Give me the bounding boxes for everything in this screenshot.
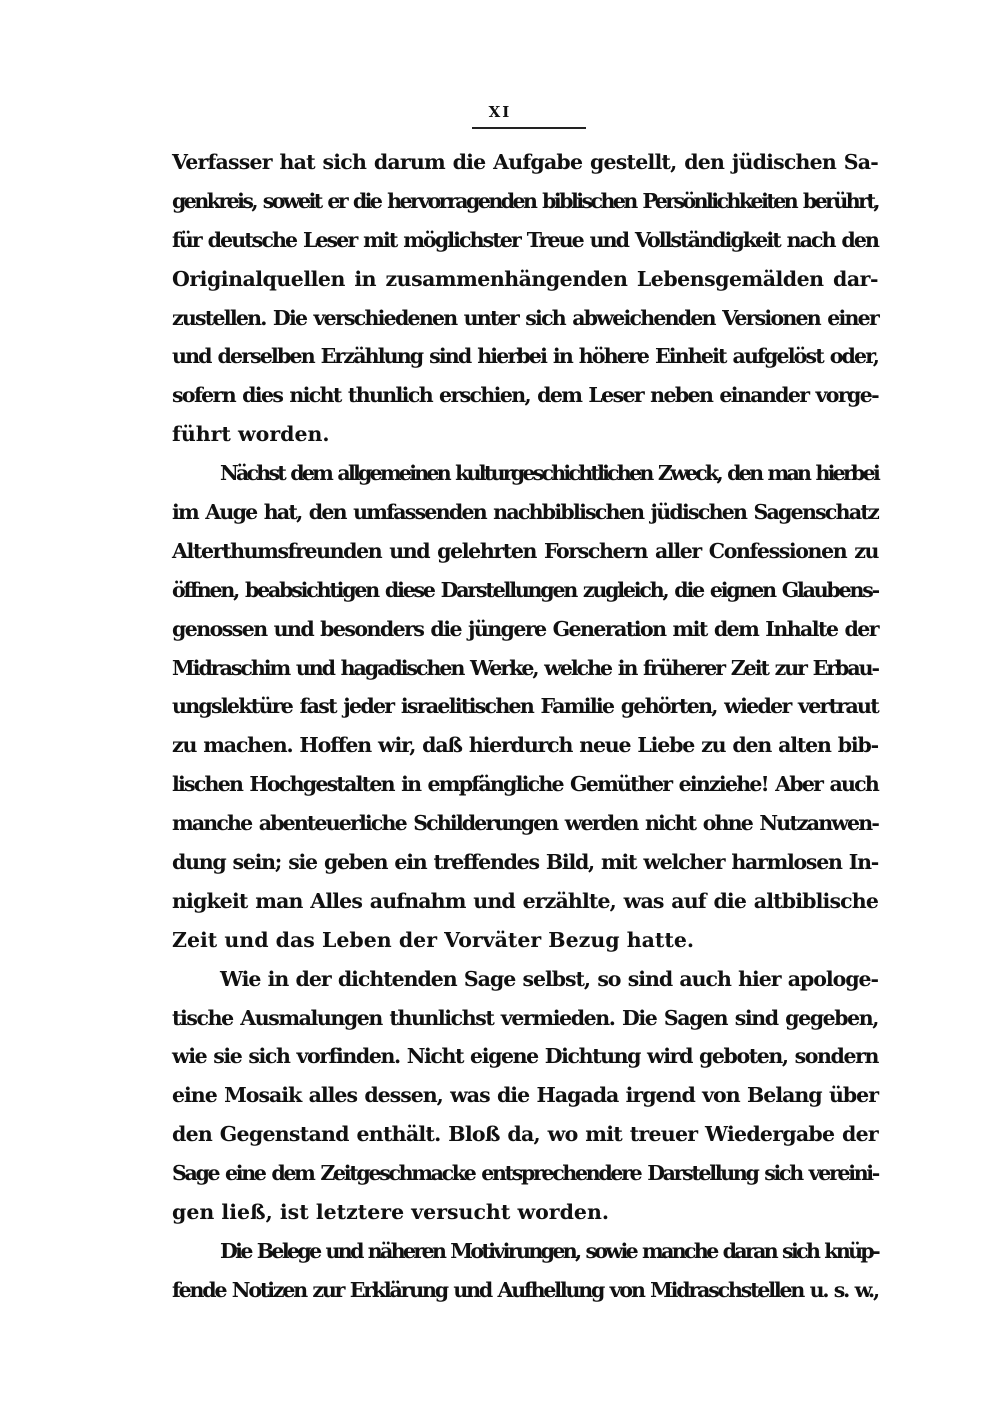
page-number: XI (488, 103, 512, 121)
text-line: dung sein; sie geben ein treffendes Bild, mit welcher harmlosen In- (172, 850, 878, 875)
text-line: fende Notizen zur Erklärung und Aufhellung von Midraschstellen u. s. w., (172, 1277, 878, 1302)
text-line: im Auge hat, den umfassenden nachbiblischen jüdischen Sagenschatz (172, 500, 878, 525)
text-line: ungslektüre fast jeder israelitischen Familie gehörten, wieder vertraut (172, 694, 878, 719)
text-line: für deutsche Leser mit möglichster Treue und Vollständigkeit nach den (172, 227, 878, 252)
text-line: tische Ausmalungen thunlichst vermieden. Die Sagen sind gegeben, (172, 1005, 878, 1030)
text-line: und derselben Erzählung sind hierbei in höhere Einheit aufgelöst oder, (172, 344, 878, 369)
paragraph-2 (172, 454, 878, 960)
text-line: Originalquellen in zusammenhängenden Lebensgemälden dar- (172, 266, 878, 291)
text-line: zustellen. Die verschiedenen unter sich abweichenden Versionen einer (172, 305, 878, 330)
text-line: gen ließ, ist letztere versucht worden. (172, 1200, 609, 1225)
body-text (172, 143, 878, 1310)
text-line: Sage eine dem Zeitgeschmacke entsprechendere Darstellung sich vereini- (172, 1161, 878, 1186)
text-line: eine Mosaik alles dessen, was die Hagada irgend von Belang über (172, 1083, 878, 1108)
text-line: nigkeit man Alles aufnahm und erzählte, was auf die altbiblische (172, 888, 878, 913)
text-line: manche abenteuerliche Schilderungen werden nicht ohne Nutzanwen- (172, 811, 878, 836)
text-line: Nächst dem allgemeinen kulturgeschichtlichen Zweck, den man hierbei (220, 461, 878, 486)
text-line: Die Belege und näheren Motivirungen, sowie manche daran sich knüp- (220, 1238, 878, 1263)
text-line: Wie in der dichtenden Sage selbst, so sind auch hier apologe- (220, 966, 878, 991)
text-line: wie sie sich vorfinden. Nicht eigene Dichtung wird geboten, sondern (172, 1044, 878, 1069)
text-line: sofern dies nicht thunlich erschien, dem Leser neben einander vorge- (172, 383, 878, 408)
text-line: lischen Hochgestalten in empfängliche Gemüther einziehe! Aber auch (172, 772, 878, 797)
text-line: Zeit und das Leben der Vorväter Bezug hatte. (172, 927, 694, 952)
text-line: genkreis, soweit er die hervorragenden biblischen Persönlichkeiten berührt, (172, 188, 878, 213)
text-line: Alterthumsfreunden und gelehrten Forschern aller Confessionen zu (172, 538, 878, 563)
paragraph-3 (172, 960, 878, 1232)
text-line: Midraschim und hagadischen Werke, welche in früherer Zeit zur Erbau- (172, 655, 878, 680)
text-line: genossen und besonders die jüngere Generation mit dem Inhalte der (172, 616, 878, 641)
text-line: Verfasser hat sich darum die Aufgabe gestellt, den jüdischen Sa- (172, 150, 878, 174)
paragraph-1 (172, 143, 878, 454)
text-line: den Gegenstand enthält. Bloß da, wo mit treuer Wiedergabe der (172, 1122, 878, 1147)
text-line: zu machen. Hoffen wir, daß hierdurch neue Liebe zu den alten bib- (172, 733, 878, 758)
header-rule (472, 127, 586, 129)
text-line: öffnen, beabsichtigen diese Darstellungen zugleich, die eignen Glaubens- (172, 577, 878, 602)
paragraph-4 (172, 1232, 878, 1310)
text-line: führt worden. (172, 422, 330, 447)
